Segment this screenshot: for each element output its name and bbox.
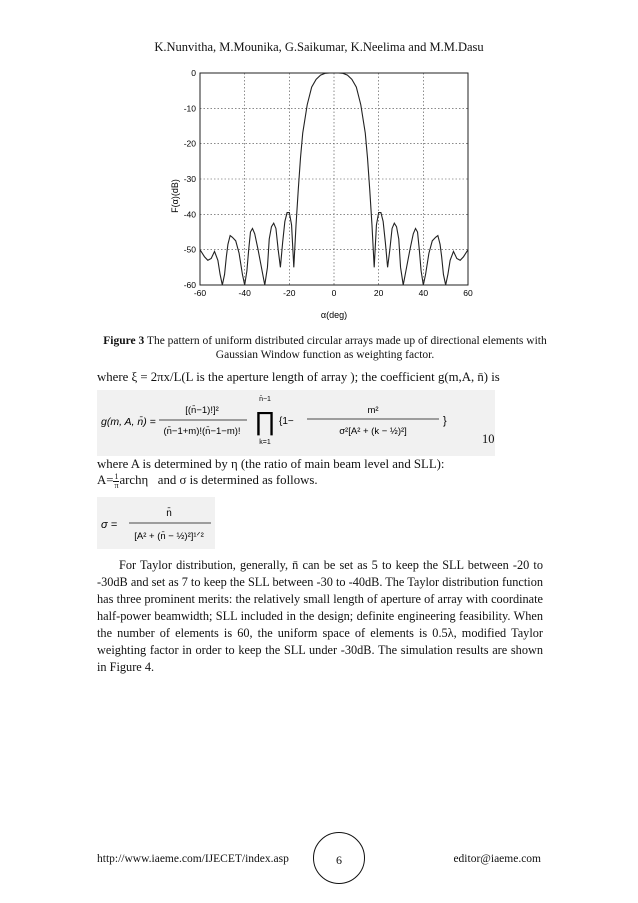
running-header: K.Nunvitha, M.Mounika, G.Saikumar, K.Neelima and M.M.Dasu [154,40,484,54]
y-tick-label: 0 [191,68,196,78]
footer-email[interactable]: editor@iaeme.com [453,853,541,865]
eq-sigma-den: [A² + (n̄ − ½)²]¹ᐟ² [134,531,204,542]
y-tick-label: -60 [183,280,196,290]
eq-g-close: } [443,415,447,427]
x-tick-label: -40 [238,288,251,298]
figure-label: Figure 3 [103,335,145,347]
A-archeta: archη [119,473,149,487]
figure-caption [100,334,550,362]
eq-g-lhs: g(m, A, n̄) = [101,416,156,428]
y-tick-label: -40 [183,209,196,220]
A-prefix: A= [97,473,114,487]
radiation-pattern-chart [168,68,486,326]
x-tick-labels [194,288,473,298]
eq-sigma-lhs: σ = [101,519,118,531]
x-tick-label: 20 [373,288,384,298]
eq-g-brace: {1− [279,416,294,427]
eq-g-den: (n̄−1+m)!(n̄−1−m)! [163,426,241,437]
A-suffix: and σ is determined as follows. [157,473,318,487]
eq-prod-top: n̄−1 [259,396,271,403]
eq-g-num: [(n̄−1)!]² [185,405,219,416]
where-xi-text: where ξ = 2πx/L(L is the aperture length of array ); the coefficient g(m,A, n̄) is [97,370,500,384]
x-axis-label: α(deg) [320,310,348,320]
page-number-circle [313,832,365,884]
page-footer [0,820,638,880]
x-tick-label: 60 [463,288,473,298]
x-tick-label: 40 [418,288,429,298]
y-tick-label: -20 [183,138,196,149]
A-fraction: $\frac{1}{\pi}$ [114,471,119,490]
A-definition [97,472,567,490]
x-tick-label: -20 [283,288,296,298]
x-tick-label: -60 [193,288,207,298]
eq-g-inner-num: m² [367,405,379,416]
equation-g-coefficient [97,390,495,456]
chart-grid [200,73,468,285]
equation-sigma [97,497,215,549]
page-number: 6 [336,853,342,867]
eq-prod-symbol: ∏ [254,406,276,436]
y-tick-label: -10 [183,103,196,114]
y-tick-label: -50 [183,244,196,255]
y-axis-label: F(α)(dB) [170,179,180,213]
footer-url[interactable]: http://www.iaeme.com/IJECET/index.asp [97,853,289,865]
eq-g-inner-den: σ²[A² + (k − ½)²] [339,426,407,437]
y-tick-label: -30 [183,174,196,184]
x-tick-label: 0 [331,288,337,298]
taylor-paragraph: For Taylor distribution, generally, n̄ can be set as 5 to keep the SLL between -20 to -30dB and set as 7 to keep the SLL between -30 to -40dB. The Taylor distribution function has three prominent merits: the relatively small length of aperture of array with coordinate half-power beamwidth; SLL included in the design; definite engineering feasibility. When the number of elements is 60, the uniform space of elements is 0.5λ, modified Taylor weighting factor in order to keep the SLL under -30dB. The simulation results are shown in Figure 4. [97,558,543,674]
where-A-text: where A is determined by η (the ratio of main beam level and SLL): [97,457,445,471]
eq-prod-bottom: k=1 [259,439,271,446]
equation-number: 10 [482,432,495,446]
y-tick-labels [184,68,197,290]
figure-caption-text: The pattern of uniform distributed circular arrays made up of directional elements with Gaussian Window function as weighting factor. [146,335,547,361]
eq-sigma-num: n̄ [166,508,172,519]
